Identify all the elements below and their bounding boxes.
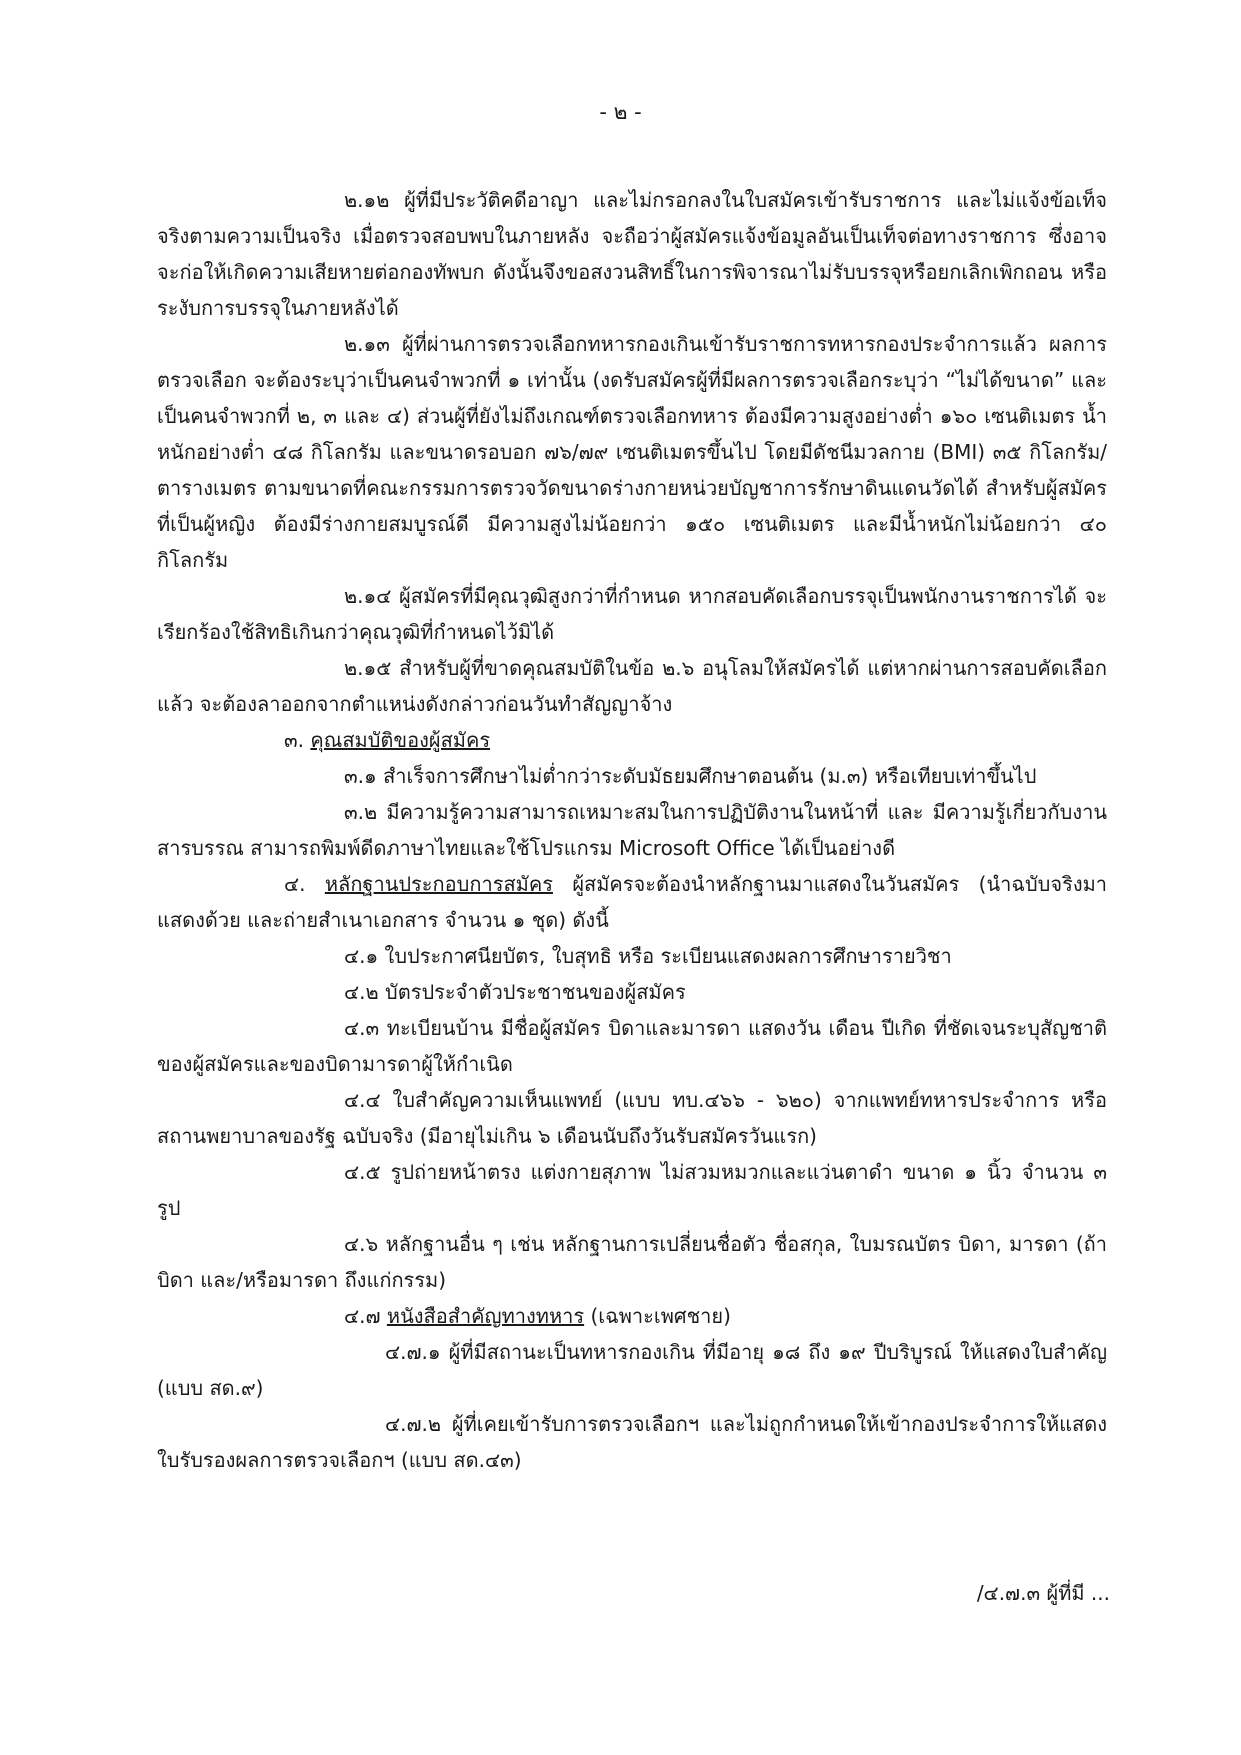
- page-number: - ๒ -: [599, 100, 642, 124]
- paragraph-4-2: ๔.๒ บัตรประจำตัวประชาชนของผู้สมัคร: [344, 980, 686, 1004]
- section-3-number: ๓.: [284, 728, 305, 752]
- paragraph-3-2: ๓.๒ มีความรู้ความสามารถเหมาะสมในการปฏิบัติงานในหน้าที่ และ มีความรู้เกี่ยวกับงานสารบรรณ สามารถพิมพ์ดีดภาษาไทยและใช้โปรแกรม Microsoft Office ได้เป็นอย่างดี: [157, 800, 1107, 860]
- section-3-heading: [157, 722, 1107, 758]
- section-4-number: ๔.: [284, 872, 306, 896]
- document-body: [157, 182, 1107, 1478]
- section-4-title: หลักฐานประกอบการสมัคร: [324, 872, 553, 896]
- paragraph-2-12: ๒.๑๒ ผู้ที่มีประวัติคดีอาญา และไม่กรอกลงในใบสมัครเข้ารับราชการ และไม่แจ้งข้อเท็จจริงตามความเป็นจริง เมื่อตรวจสอบพบในภายหลัง จะถือว่าผู้สมัครแจ้งข้อมูลอันเป็นเท็จต่อทางราชการ ซึ่งอาจจะก่อให้เกิดความเสียหายต่อกองทัพบก ดังนั้นจึงขอสงวนสิทธิ์ในการพิจารณาไม่รับบรรจุหรือยกเลิกเพิกถอน หรือ ระงับการบรรจุในภายหลังได้: [157, 188, 1107, 320]
- paragraph-4-4: ๔.๔ ใบสำคัญความเห็นแพทย์ (แบบ ทบ.๔๖๖ - ๖๒๐) จากแพทย์ทหารประจำการ หรือสถานพยาบาลของรัฐ ฉบับจริง (มีอายุไม่เกิน ๖ เดือนนับถึงวันรับสมัครวันแรก): [157, 1088, 1107, 1148]
- paragraph-4-7-title: หนังสือสำคัญทางทหาร: [386, 1304, 585, 1328]
- paragraph-4-7: [157, 1298, 1107, 1334]
- paragraph-4-6: ๔.๖ หลักฐานอื่น ๆ เช่น หลักฐานการเปลี่ยนชื่อตัว ชื่อสกุล, ใบมรณบัตร บิดา, มารดา (ถ้าบิดา และ/หรือมารดา ถึงแก่กรรม): [157, 1232, 1107, 1292]
- paragraph-2-13: ๒.๑๓ ผู้ที่ผ่านการตรวจเลือกทหารกองเกินเข้ารับราชการทหารกองประจำการแล้ว ผลการตรวจเลือก จะต้องระบุว่าเป็นคนจำพวกที่ ๑ เท่านั้น (งดรับสมัครผู้ที่มีผลการตรวจเลือกระบุว่า “ไม่ได้ขนาด” และเป็นคนจำพวกที่ ๒, ๓ และ ๔) ส่วนผู้ที่ยังไม่ถึงเกณฑ์ตรวจเลือกทหาร ต้องมีความสูงอย่างต่ำ ๑๖๐ เซนติเมตร น้ำหนักอย่างต่ำ ๔๘ กิโลกรัม และขนาดรอบอก ๗๖/๗๙ เซนติเมตรขึ้นไป โดยมีดัชนีมวลกาย (BMI) ๓๕ กิโลกรัม/ตารางเมตร ตามขนาดที่คณะกรรมการตรวจวัดขนาดร่างกายหน่วยบัญชาการรักษาดินแดนวัดได้ สำหรับผู้สมัครที่เป็นผู้หญิง ต้องมีร่างกายสมบูรณ์ดี มีความสูงไม่น้อยกว่า ๑๕๐ เซนติเมตร และมีน้ำหนักไม่น้อยกว่า ๔๐ กิโลกรัม: [157, 332, 1107, 572]
- section-4-text: ผู้สมัครจะต้องนำหลักฐานมาแสดงในวันสมัคร (นำฉบับจริงมาแสดงด้วย และถ่ายสำเนาเอกสาร จำนวน ๑ ชุด) ดังนี้: [157, 872, 1108, 932]
- paragraph-4-7-2: ๔.๗.๒ ผู้ที่เคยเข้ารับการตรวจเลือกฯ และไม่ถูกกำหนดให้เข้ากองประจำการให้แสดงใบรับรองผลการตรวจเลือกฯ (แบบ สด.๔๓): [157, 1412, 1107, 1472]
- section-3-title: คุณสมบัติของผู้สมัคร: [310, 728, 491, 752]
- paragraph-4-7-number: ๔.๗: [344, 1304, 387, 1328]
- paragraph-2-15: ๒.๑๕ สำหรับผู้ที่ขาดคุณสมบัติในข้อ ๒.๖ อนุโลมให้สมัครได้ แต่หากผ่านการสอบคัดเลือกแล้ว จะต้องลาออกจากตำแหน่งดังกล่าวก่อนวันทำสัญญาจ้าง: [157, 656, 1107, 716]
- paragraph-4-3: ๔.๓ ทะเบียนบ้าน มีชื่อผู้สมัคร บิดาและมารดา แสดงวัน เดือน ปีเกิด ที่ชัดเจนระบุสัญชาติของผู้สมัครและของบิดามารดาผู้ให้กำเนิด: [157, 1016, 1107, 1076]
- continuation-marker: /๔.๗.๓ ผู้ที่มี ...: [976, 1581, 1110, 1605]
- paragraph-4-5: ๔.๕ รูปถ่ายหน้าตรง แต่งกายสุภาพ ไม่สวมหมวกและแว่นตาดำ ขนาด ๑ นิ้ว จำนวน ๓ รูป: [157, 1160, 1107, 1220]
- paragraph-2-14: ๒.๑๔ ผู้สมัครที่มีคุณวุฒิสูงกว่าที่กำหนด หากสอบคัดเลือกบรรจุเป็นพนักงานราชการได้ จะเรียกร้องใช้สิทธิเกินกว่าคุณวุฒิที่กำหนดไว้มิได้: [157, 584, 1107, 644]
- paragraph-4-1: ๔.๑ ใบประกาศนียบัตร, ใบสุทธิ หรือ ระเบียนแสดงผลการศึกษารายวิชา: [344, 944, 952, 968]
- paragraph-4-7-text: (เฉพาะเพศชาย): [584, 1304, 731, 1328]
- paragraph-4-7-1: ๔.๗.๑ ผู้ที่มีสถานะเป็นทหารกองเกิน ที่มีอายุ ๑๘ ถึง ๑๙ ปีบริบูรณ์ ให้แสดงใบสำคัญ (แบบ สด.๙): [157, 1340, 1107, 1400]
- section-4-heading: [157, 866, 1107, 938]
- paragraph-3-1: ๓.๑ สำเร็จการศึกษาไม่ต่ำกว่าระดับมัธยมศึกษาตอนต้น (ม.๓) หรือเทียบเท่าขึ้นไป: [344, 764, 1037, 788]
